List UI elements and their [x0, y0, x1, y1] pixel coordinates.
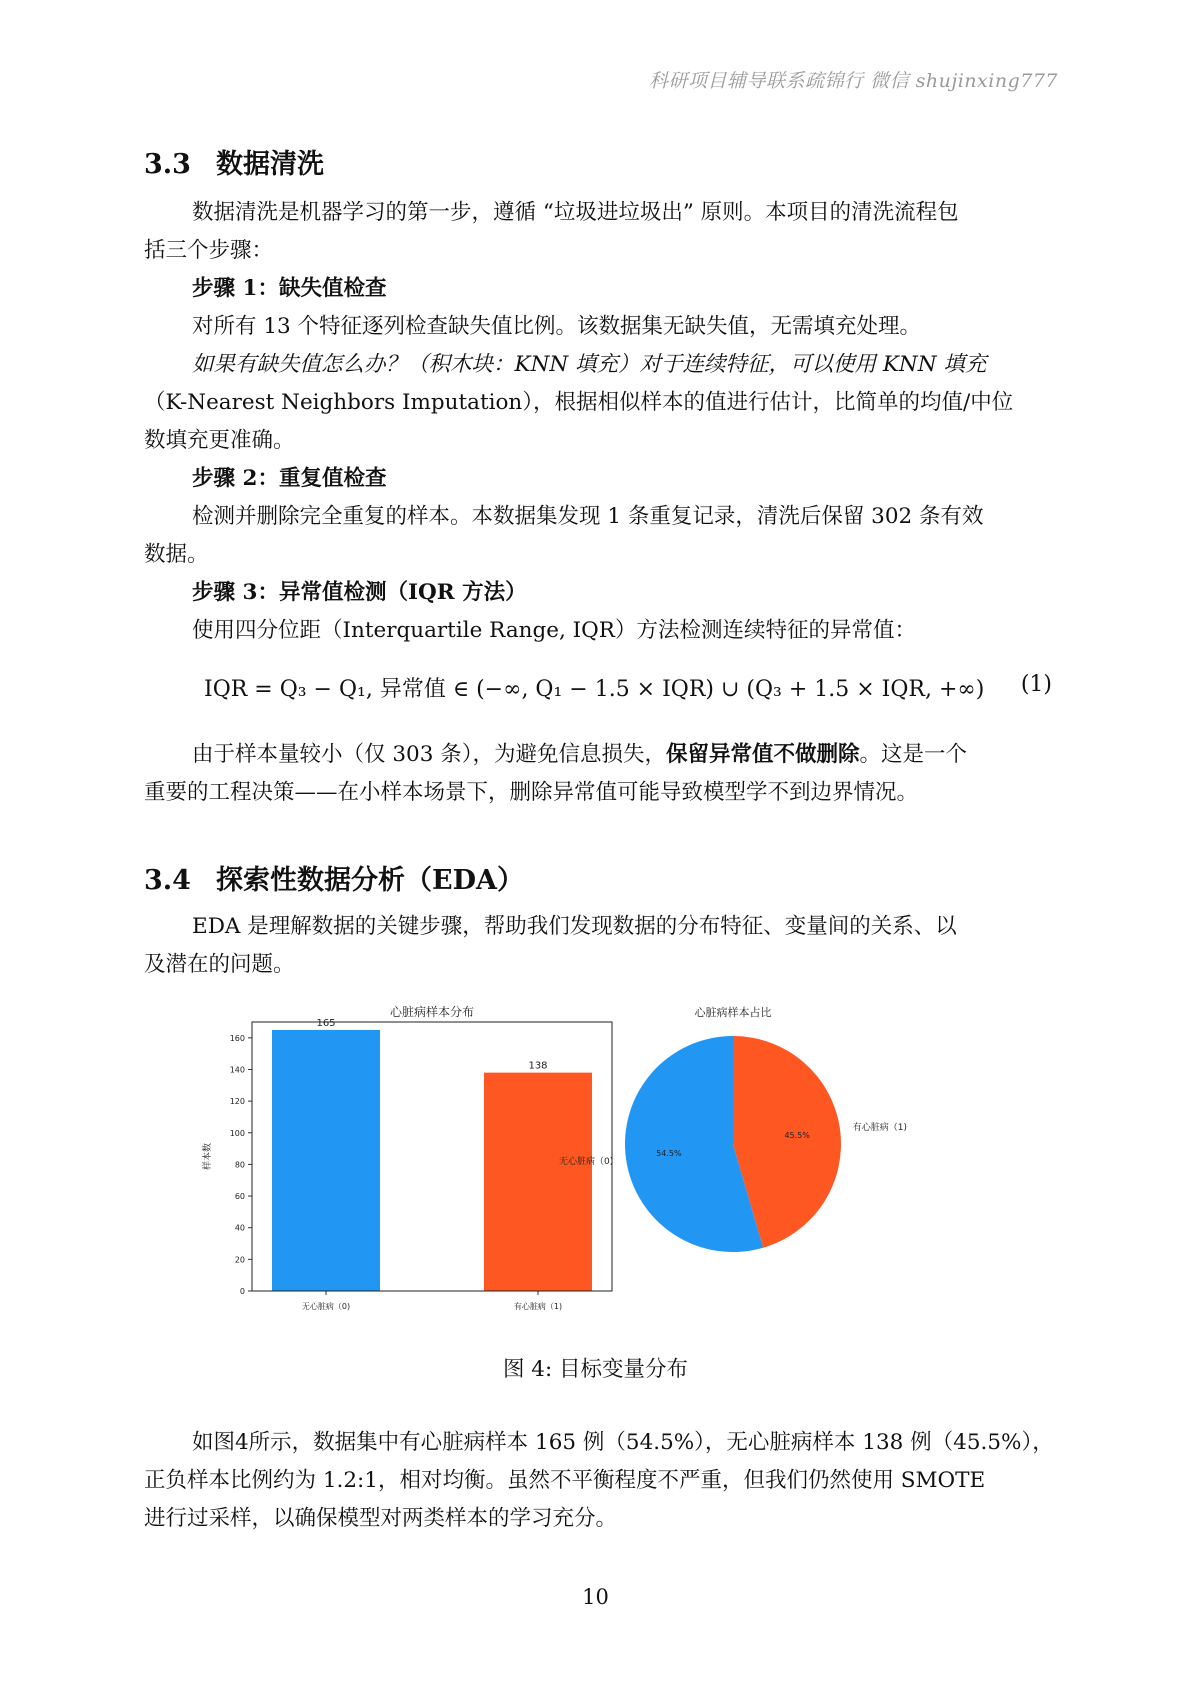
y-tick-label: 0 — [239, 1287, 245, 1296]
section-number: 3.3 — [144, 149, 191, 180]
text-line: 数据。 — [144, 542, 209, 567]
y-tick-label: 140 — [229, 1065, 245, 1075]
section-number: 3.4 — [144, 865, 191, 896]
equation-1 — [144, 672, 1054, 712]
y-tick-label: 20 — [234, 1255, 245, 1265]
y-tick-label: 60 — [234, 1192, 245, 1202]
section-title: 探索性数据分析（EDA） — [216, 865, 524, 896]
pie-category-label: 有心脏病（1) — [852, 1122, 908, 1133]
paragraph-intro-3-4 — [144, 908, 1054, 984]
text-line: 正负样本比例约为 1.2:1，相对均衡。虽然不平衡程度不严重，但我们仍然使用 SMOTE — [144, 1468, 986, 1493]
bar-1 — [484, 1073, 592, 1291]
y-tick-label: 120 — [229, 1097, 245, 1107]
section-title: 数据清洗 — [216, 149, 324, 180]
text-line: 数填充更准确。 — [144, 428, 295, 453]
figure-caption: 图 4: 目标变量分布 — [502, 1357, 689, 1382]
x-tick-label: 无心脏病（0) — [301, 1302, 351, 1311]
step1-question — [144, 346, 1054, 460]
section-heading-3-4 — [144, 858, 524, 897]
text-line: 重要的工程决策——在小样本场景下，删除异常值可能导致模型学不到边界情况。 — [144, 780, 919, 805]
bar-0 — [272, 1030, 380, 1291]
pie-pct-label: 54.5% — [656, 1149, 682, 1159]
step2-text — [144, 498, 1054, 574]
text-run: 由于样本量较小（仅 303 条），为避免信息损失， — [192, 742, 666, 767]
text-line: 数据清洗是机器学习的第一步，遵循 “垃圾进垃圾出” 原则。本项目的清洗流程包 — [192, 200, 959, 225]
header-note: 科研项目辅导联系疏锦行 微信 shujinxing777 — [649, 70, 1058, 92]
pie-pct-label: 45.5% — [784, 1130, 810, 1140]
pie-chart-title: 心脏病样本占比 — [694, 1006, 772, 1019]
equation-body: IQR = Q₃ − Q₁, 异常值 ∈ (−∞, Q₁ − 1.5 × IQR) ∪ (Q₃ + 1.5 × IQR, +∞) — [204, 677, 985, 702]
text-line: 如果有缺失值怎么办？（积木块：KNN 填充）对于连续特征，可以使用 KNN 填充 — [192, 352, 987, 377]
step1-title: 步骤 1：缺失值检查 — [192, 276, 387, 301]
text-line: 及潜在的问题。 — [144, 952, 295, 977]
y-tick-label: 160 — [229, 1033, 245, 1043]
emphasis-text: 保留异常值不做删除 — [665, 742, 860, 767]
text-line: 括三个步骤： — [144, 238, 274, 263]
step3-title: 步骤 3：异常值检测（IQR 方法） — [192, 580, 527, 605]
bar-data-label: 138 — [528, 1060, 548, 1072]
text-line: 进行过采样，以确保模型对两类样本的学习充分。 — [144, 1506, 618, 1531]
y-tick-label: 40 — [234, 1223, 245, 1233]
section-heading-3-3 — [144, 142, 324, 181]
equation-number: (1) — [1020, 672, 1052, 697]
step3-text: 使用四分位距（Interquartile Range, IQR）方法检测连续特征的异常值： — [192, 618, 916, 643]
pie-category-label: 无心脏病（0) — [558, 1157, 614, 1168]
figure-canvas — [190, 1000, 1010, 1330]
y-tick-label: 80 — [234, 1160, 245, 1170]
paragraph-conclusion — [144, 1424, 1054, 1538]
text-line: （K-Nearest Neighbors Imputation），根据相似样本的值进行估计，比简单的均值/中位 — [144, 390, 1014, 415]
page-number: 10 — [582, 1585, 609, 1609]
step1-text: 对所有 13 个特征逐列检查缺失值比例。该数据集无缺失值，无需填充处理。 — [192, 314, 922, 339]
bar-chart-title: 心脏病样本分布 — [389, 1005, 475, 1019]
y-axis-label: 样本数 — [203, 1142, 213, 1171]
text-run: 。这是一个 — [859, 742, 967, 767]
text-line: 检测并删除完全重复的样本。本数据集发现 1 条重复记录，清洗后保留 302 条有效 — [192, 504, 984, 529]
figure-4 — [190, 1000, 1010, 1330]
step2-title: 步骤 2：重复值检查 — [192, 466, 387, 491]
paragraph-outlier-decision — [144, 736, 1054, 812]
y-tick-label: 100 — [229, 1128, 245, 1138]
bar-data-label: 165 — [316, 1017, 336, 1029]
text-line — [144, 736, 1054, 774]
text-line: 如图4所示，数据集中有心脏病样本 165 例（54.5%），无心脏病样本 138 例（45.5%）， — [192, 1430, 1054, 1455]
text-line: EDA 是理解数据的关键步骤，帮助我们发现数据的分布特征、变量间的关系、以 — [192, 914, 957, 939]
paragraph-intro-3-3 — [144, 194, 1054, 270]
x-tick-label: 有心脏病（1) — [513, 1302, 563, 1311]
